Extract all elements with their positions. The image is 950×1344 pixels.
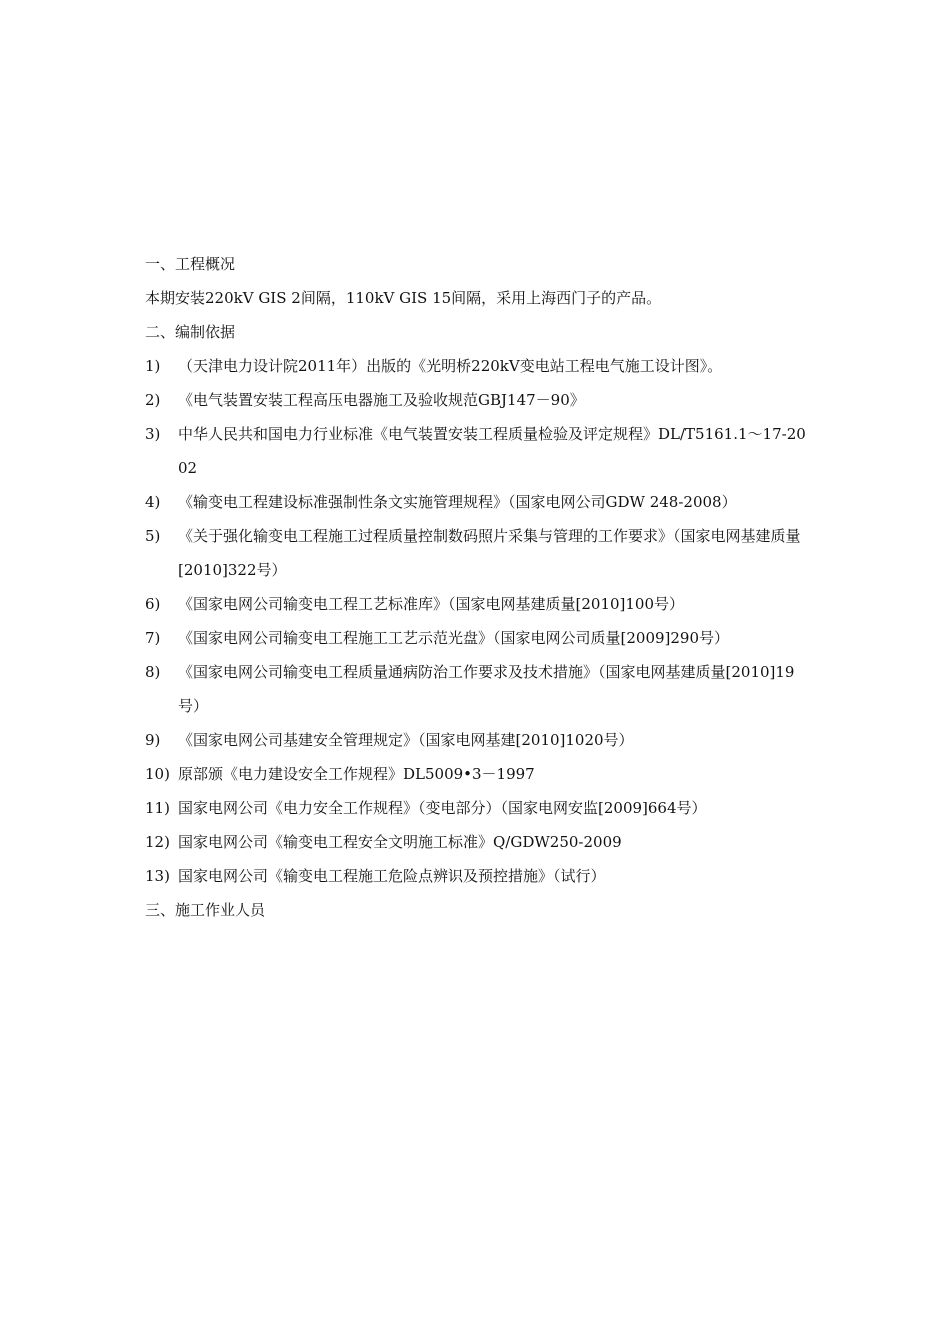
basis-item-number: 12) — [145, 833, 170, 851]
basis-item — [145, 864, 815, 898]
basis-item-number: 1) — [145, 357, 161, 375]
basis-item-text: （天津电力设计院2011年）出版的《光明桥220kV变电站工程电气施工设计图》。 — [178, 357, 723, 375]
basis-item-text: 国家电网公司《电力安全工作规程》（变电部分）（国家电网安监[2009]664号） — [178, 799, 707, 817]
basis-item-number: 8) — [145, 663, 161, 681]
basis-item-number: 9) — [145, 731, 161, 749]
basis-item-text: 《国家电网公司输变电工程施工工艺示范光盘》（国家电网公司质量[2009]290号） — [178, 629, 730, 647]
basis-item — [145, 524, 815, 592]
basis-item-text: 国家电网公司《输变电工程安全文明施工标准》Q/GDW250-2009 — [178, 833, 622, 851]
basis-item-text: 《关于强化输变电工程施工过程质量控制数码照片采集与管理的工作要求》（国家电网基建质量[2010]322号） — [178, 527, 801, 579]
basis-item — [145, 660, 815, 728]
basis-item-number: 3) — [145, 425, 161, 443]
basis-item-number: 13) — [145, 867, 170, 885]
basis-item-number: 11) — [145, 799, 170, 817]
overview-paragraph: 本期安装220kV GIS 2间隔，110kV GIS 15间隔，采用上海西门子的产品。 — [145, 289, 662, 307]
section-heading-overview: 一、工程概况 — [145, 255, 236, 273]
basis-item-number: 5) — [145, 527, 161, 545]
basis-item-text: 中华人民共和国电力行业标准《电气装置安装工程质量检验及评定规程》DL/T5161.1～17-2002 — [178, 425, 806, 477]
section-heading-basis: 二、编制依据 — [145, 323, 236, 341]
basis-item-number: 10) — [145, 765, 170, 783]
basis-item-text: 《输变电工程建设标准强制性条文实施管理规程》（国家电网公司GDW 248-2008） — [178, 493, 737, 511]
basis-item-text: 《电气装置安装工程高压电器施工及验收规范GBJ147－90》 — [178, 391, 585, 409]
basis-item-number: 7) — [145, 629, 161, 647]
basis-item-text: 《国家电网公司输变电工程工艺标准库》（国家电网基建质量[2010]100号） — [178, 595, 685, 613]
basis-item-text: 原部颁《电力建设安全工作规程》DL5009•3－1997 — [178, 765, 535, 783]
basis-item-text: 《国家电网公司输变电工程质量通病防治工作要求及技术措施》（国家电网基建质量[2010]19号） — [178, 663, 795, 715]
document-body — [145, 252, 815, 932]
basis-item-number: 6) — [145, 595, 161, 613]
basis-item — [145, 422, 815, 490]
basis-item-number: 4) — [145, 493, 161, 511]
basis-item-number: 2) — [145, 391, 161, 409]
section-heading-personnel: 三、施工作业人员 — [145, 901, 266, 919]
basis-item-text: 国家电网公司《输变电工程施工危险点辨识及预控措施》（试行） — [178, 867, 606, 885]
basis-item-text: 《国家电网公司基建安全管理规定》（国家电网基建[2010]1020号） — [178, 731, 634, 749]
